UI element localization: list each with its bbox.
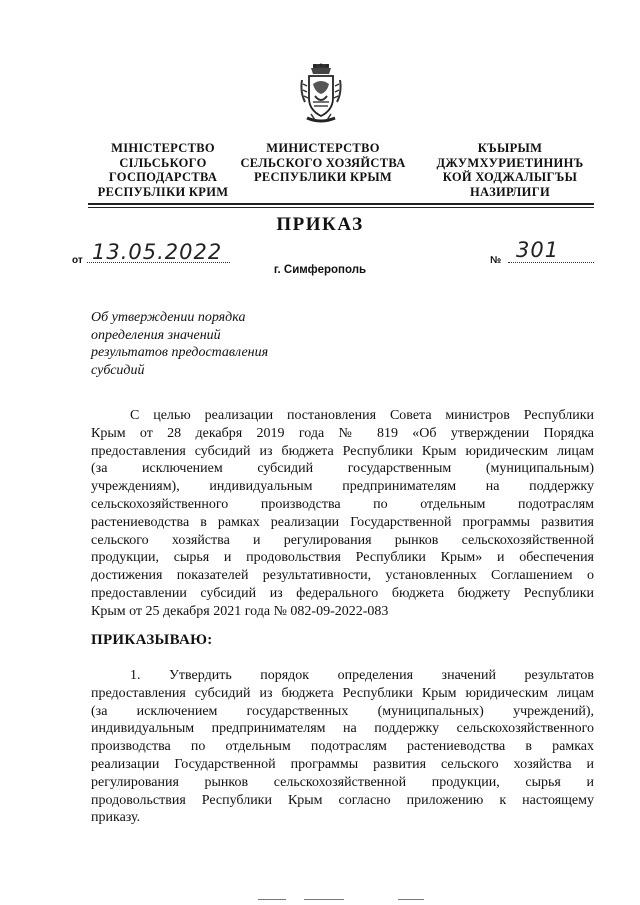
paragraph-line: Крым от 25 декабря 2021 года № 082-09-2022-083 [91, 603, 389, 619]
paragraph-line: сельскохозяйственного производства по отдельным подотраслям [91, 496, 594, 512]
paragraph-line: учреждениям), индивидуальным предпринимателям на поддержку [91, 479, 594, 495]
order-heading: ПРИКАЗЫВАЮ: [91, 632, 213, 648]
scan-edge-mark [398, 899, 424, 900]
document-title: ПРИКАЗ [276, 214, 364, 235]
header-line: ДЖУМХУРИЕТИНИНЪ [436, 155, 584, 170]
header-line: СЕЛЬСКОГО ХОЗЯЙСТВА [240, 155, 406, 170]
document-subject [91, 309, 321, 379]
header-line: ГОСПОДАРСТВА [108, 170, 218, 184]
scan-edge-mark [304, 899, 344, 900]
header-line: НАЗИРЛИГИ [470, 184, 550, 199]
paragraph-line: достижения показателей результативности, установленных Соглашением о [91, 568, 594, 584]
paragraph-line: С целью реализации постановления Совета министров Республики [130, 408, 594, 423]
paragraph-line: приказу. [91, 810, 141, 826]
ministry-name-crimean-tatar [420, 141, 600, 199]
paragraph-line: сельского хозяйства и регулирования рынков сельскохозяйственной [91, 532, 594, 548]
header-line: СІЛЬСЬКОГО [119, 155, 207, 170]
header-line: РЕСПУБЛИКИ КРЫМ [253, 170, 393, 184]
ministry-name-ukrainian [86, 141, 240, 199]
paragraph-line: продовольствия Республики Крым согласно приложению к настоящему [91, 792, 594, 808]
paragraph-line: продукции, сырья и продовольствия Республики Крым» и обеспечения [91, 550, 594, 566]
crimea-coat-of-arms-icon [299, 62, 343, 126]
preamble-paragraph [91, 407, 594, 621]
number-prefix: № [490, 255, 502, 266]
document-city: г. Симферополь [273, 264, 367, 276]
paragraph-line: регулирования рынков сельскохозяйственной продукции, сырья и [91, 774, 594, 790]
subject-line: определения значений [91, 327, 221, 343]
order-item-1 [91, 667, 594, 827]
paragraph-line: индивидуальным предпринимателям на поддержку сельскохозяйственного [91, 721, 594, 737]
header-divider-thick [88, 203, 594, 205]
paragraph-line: предоставления субсидий из бюджета Республики Крым юридическим лицам [91, 443, 594, 459]
paragraph-line: предоставлении субсидий из федерального бюджета бюджету Республики [91, 585, 594, 601]
ministry-name-russian [240, 141, 406, 185]
paragraph-line: реализации Государственной программы развития сельского хозяйства и [91, 756, 594, 772]
header-line: МІНІСТЕРСТВО [111, 141, 215, 155]
paragraph-line: растениеводства в рамках реализации Государственной программы развития [91, 514, 594, 530]
paragraph-line: (за исключением субсидий государственным (муниципальным) [91, 461, 594, 477]
document-number: 301 [516, 238, 560, 262]
header-line: КЪЫРЫМ [477, 141, 543, 155]
header-divider-thin [88, 207, 594, 208]
header-line: КОЙ ХОДЖАЛЫГЪЫ [442, 170, 578, 184]
date-underline [87, 262, 230, 263]
document-date: 13.05.2022 [92, 240, 223, 264]
subject-line: субсидий [91, 362, 145, 378]
paragraph-line: предоставления субсидий из бюджета Республики Крым юридическим лицам [91, 685, 594, 701]
subject-line: Об утверждении порядка [91, 310, 246, 325]
date-prefix: от [72, 255, 83, 266]
header-line: РЕСПУБЛІКИ КРИМ [97, 184, 229, 199]
header-line: МИНИСТЕРСТВО [266, 141, 380, 155]
paragraph-line: (за исключением государственных (муниципальных) учреждений), [91, 703, 594, 719]
paragraph-line: Крым от 28 декабря 2019 года № 819 «Об утверждении Порядка [91, 425, 594, 441]
subject-line: результатов предоставления [91, 345, 269, 360]
number-underline [508, 262, 594, 263]
paragraph-line: производства по отдельным подотраслям растениеводства в рамках [91, 739, 594, 755]
scan-edge-mark [258, 899, 286, 900]
paragraph-line: 1. Утвердить порядок определения значений результатов [130, 668, 594, 683]
